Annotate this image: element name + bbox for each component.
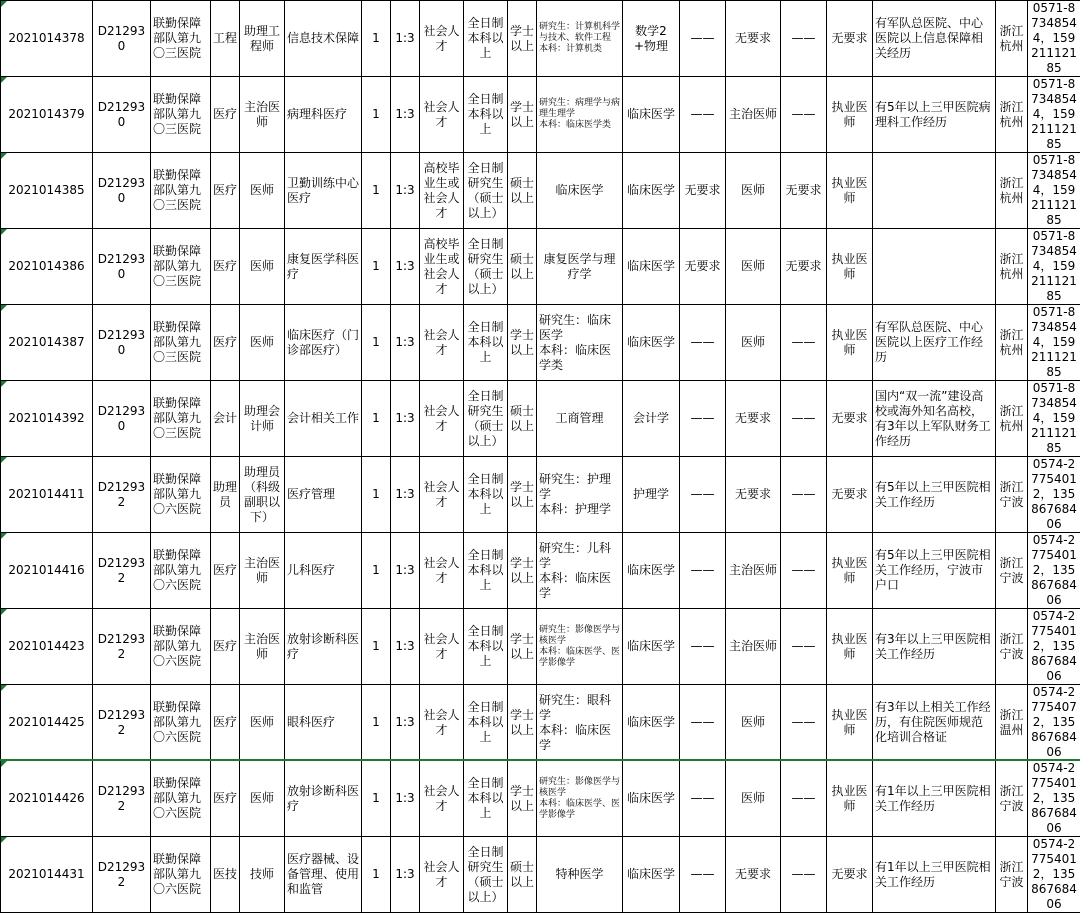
exam-subject-cell: 会计学 (623, 381, 680, 457)
ratio-cell: 1:3 (391, 381, 420, 457)
degree-cell: 学士以上 (508, 457, 537, 533)
ratio-cell: 1:3 (391, 609, 420, 685)
headcount-cell: 1 (362, 761, 391, 837)
table-row (1, 457, 1080, 533)
other-requirement-cell: 有1年以上三甲医院相关工作经历 (873, 761, 996, 837)
major-cell: 研究生：儿科学 本科：临床医学 (537, 533, 623, 609)
source-cell: 社会人才 (420, 609, 464, 685)
title-requirement-cell: 医师 (726, 229, 781, 305)
headcount-cell: 1 (362, 685, 391, 761)
category-cell: 医疗 (211, 609, 240, 685)
education-cell: 全日制本科以上 (464, 533, 508, 609)
ratio-cell: 1:3 (391, 153, 420, 229)
title-requirement-cell: 医师 (726, 153, 781, 229)
unit-cell: 联勤保障部队第九〇六医院 (151, 609, 211, 685)
category-cell: 医疗 (211, 305, 240, 381)
major-cell: 康复医学与理疗学 (537, 229, 623, 305)
requirement-cell: —— (680, 685, 726, 761)
duty-cell: 信息技术保障 (285, 1, 362, 77)
requirement-cell: —— (781, 609, 827, 685)
contact-phone-cell: 0574-27754012，13586768406 (1028, 609, 1080, 685)
other-requirement-cell: 有军队总医院、中心医院以上信息保障相关经历 (873, 1, 996, 77)
department-code-cell: D212932 (93, 685, 151, 761)
education-cell: 全日制本科以上 (464, 305, 508, 381)
position-cell: 医师 (240, 153, 285, 229)
location-cell: 浙江杭州 (996, 305, 1028, 381)
requirement-cell: —— (680, 837, 726, 913)
position-cell: 医师 (240, 761, 285, 837)
title-requirement-cell: 医师 (726, 305, 781, 381)
license-requirement-cell: 执业医师 (827, 533, 873, 609)
headcount-cell: 1 (362, 77, 391, 153)
license-requirement-cell: 无要求 (827, 837, 873, 913)
category-cell: 助理员 (211, 457, 240, 533)
requirement-cell: —— (680, 381, 726, 457)
title-requirement-cell: 主治医师 (726, 609, 781, 685)
requirement-cell: —— (680, 609, 726, 685)
title-requirement-cell: 无要求 (726, 457, 781, 533)
title-requirement-cell: 无要求 (726, 1, 781, 77)
exam-subject-cell: 临床医学 (623, 761, 680, 837)
license-requirement-cell: 执业医师 (827, 77, 873, 153)
major-cell: 研究生：临床医学 本科：临床医学类 (537, 305, 623, 381)
education-cell: 全日制研究生（硕士以上） (464, 229, 508, 305)
license-requirement-cell: 无要求 (827, 457, 873, 533)
requirement-cell: —— (781, 533, 827, 609)
position-cell: 医师 (240, 229, 285, 305)
position-code-cell: 2021014386 (1, 229, 93, 305)
table-row (1, 229, 1080, 305)
major-cell: 工商管理 (537, 381, 623, 457)
degree-cell: 硕士以上 (508, 381, 537, 457)
category-cell: 医疗 (211, 77, 240, 153)
position-code-cell: 2021014411 (1, 457, 93, 533)
location-cell: 浙江杭州 (996, 381, 1028, 457)
requirement-cell: —— (781, 305, 827, 381)
degree-cell: 学士以上 (508, 1, 537, 77)
ratio-cell: 1:3 (391, 305, 420, 381)
category-cell: 医技 (211, 837, 240, 913)
contact-phone-cell: 0571-87348544，15921112185 (1028, 77, 1080, 153)
education-cell: 全日制本科以上 (464, 609, 508, 685)
unit-cell: 联勤保障部队第九〇三医院 (151, 77, 211, 153)
location-cell: 浙江温州 (996, 685, 1028, 761)
position-code-cell: 2021014385 (1, 153, 93, 229)
department-code-cell: D212930 (93, 153, 151, 229)
department-code-cell: D212930 (93, 229, 151, 305)
contact-phone-cell: 0571-87348544，15921112185 (1028, 153, 1080, 229)
unit-cell: 联勤保障部队第九〇三医院 (151, 305, 211, 381)
exam-subject-cell: 临床医学 (623, 229, 680, 305)
exam-subject-cell: 临床医学 (623, 153, 680, 229)
position-code-cell: 2021014387 (1, 305, 93, 381)
duty-cell: 儿科医疗 (285, 533, 362, 609)
source-cell: 社会人才 (420, 77, 464, 153)
other-requirement-cell: 有5年以上三甲医院病理科工作经历 (873, 77, 996, 153)
contact-phone-cell: 0574-27754012，13586768406 (1028, 533, 1080, 609)
table-row (1, 381, 1080, 457)
headcount-cell: 1 (362, 457, 391, 533)
education-cell: 全日制研究生（硕士以上） (464, 381, 508, 457)
headcount-cell: 1 (362, 837, 391, 913)
position-code-cell: 2021014431 (1, 837, 93, 913)
license-requirement-cell: 执业医师 (827, 609, 873, 685)
position-code-cell: 2021014423 (1, 609, 93, 685)
unit-cell: 联勤保障部队第九〇六医院 (151, 685, 211, 761)
source-cell: 社会人才 (420, 685, 464, 761)
requirement-cell: —— (680, 533, 726, 609)
license-requirement-cell: 执业医师 (827, 229, 873, 305)
table-row (1, 305, 1080, 381)
ratio-cell: 1:3 (391, 457, 420, 533)
requirement-cell: —— (680, 77, 726, 153)
contact-phone-cell: 0574-27754012，13586768406 (1028, 837, 1080, 913)
location-cell: 浙江宁波 (996, 761, 1028, 837)
location-cell: 浙江杭州 (996, 1, 1028, 77)
license-requirement-cell: 无要求 (827, 381, 873, 457)
requirement-cell: —— (781, 381, 827, 457)
title-requirement-cell: 医师 (726, 685, 781, 761)
table-row (1, 761, 1080, 837)
requirement-cell: —— (680, 1, 726, 77)
location-cell: 浙江杭州 (996, 77, 1028, 153)
category-cell: 医疗 (211, 533, 240, 609)
education-cell: 全日制本科以上 (464, 685, 508, 761)
source-cell: 社会人才 (420, 457, 464, 533)
ratio-cell: 1:3 (391, 77, 420, 153)
contact-phone-cell: 0571-87348544，15921112185 (1028, 229, 1080, 305)
education-cell: 全日制本科以上 (464, 77, 508, 153)
major-cell: 研究生：病理学与病理生理学 本科：临床医学类 (537, 77, 623, 153)
contact-phone-cell: 0574-27754012，13586768406 (1028, 761, 1080, 837)
position-cell: 助理会计师 (240, 381, 285, 457)
unit-cell: 联勤保障部队第九〇六医院 (151, 457, 211, 533)
headcount-cell: 1 (362, 381, 391, 457)
degree-cell: 硕士以上 (508, 229, 537, 305)
major-cell: 研究生：影像医学与核医学 本科：临床医学、医学影像学 (537, 609, 623, 685)
license-requirement-cell: 执业医师 (827, 685, 873, 761)
exam-subject-cell: 护理学 (623, 457, 680, 533)
location-cell: 浙江宁波 (996, 609, 1028, 685)
contact-phone-cell: 0574-27754072，13586768406 (1028, 685, 1080, 761)
source-cell: 社会人才 (420, 305, 464, 381)
duty-cell: 放射诊断科医疗 (285, 609, 362, 685)
duty-cell: 病理科医疗 (285, 77, 362, 153)
education-cell: 全日制本科以上 (464, 761, 508, 837)
duty-cell: 临床医疗（门诊部医疗） (285, 305, 362, 381)
license-requirement-cell: 执业医师 (827, 305, 873, 381)
requirement-cell: 无要求 (781, 229, 827, 305)
other-requirement-cell (873, 229, 996, 305)
table-row (1, 1, 1080, 77)
category-cell: 会计 (211, 381, 240, 457)
source-cell: 社会人才 (420, 761, 464, 837)
major-cell: 研究生：影像医学与核医学 本科：临床医学、医学影像学 (537, 761, 623, 837)
location-cell: 浙江杭州 (996, 229, 1028, 305)
department-code-cell: D212932 (93, 761, 151, 837)
ratio-cell: 1:3 (391, 229, 420, 305)
contact-phone-cell: 0574-27754012，13586768406 (1028, 457, 1080, 533)
headcount-cell: 1 (362, 305, 391, 381)
unit-cell: 联勤保障部队第九〇六医院 (151, 761, 211, 837)
major-cell: 研究生：计算机科学与技术、软件工程 本科：计算机类 (537, 1, 623, 77)
unit-cell: 联勤保障部队第九〇三医院 (151, 1, 211, 77)
degree-cell: 学士以上 (508, 77, 537, 153)
location-cell: 浙江宁波 (996, 457, 1028, 533)
source-cell: 高校毕业生或社会人才 (420, 153, 464, 229)
other-requirement-cell: 有军队总医院、中心医院以上医疗工作经历 (873, 305, 996, 381)
unit-cell: 联勤保障部队第九〇六医院 (151, 533, 211, 609)
license-requirement-cell: 执业医师 (827, 153, 873, 229)
ratio-cell: 1:3 (391, 685, 420, 761)
contact-phone-cell: 0571-87348544，15921112185 (1028, 1, 1080, 77)
department-code-cell: D212932 (93, 609, 151, 685)
education-cell: 全日制本科以上 (464, 457, 508, 533)
major-cell: 临床医学 (537, 153, 623, 229)
department-code-cell: D212932 (93, 533, 151, 609)
unit-cell: 联勤保障部队第九〇三医院 (151, 153, 211, 229)
position-code-cell: 2021014378 (1, 1, 93, 77)
duty-cell: 医疗管理 (285, 457, 362, 533)
position-code-cell: 2021014425 (1, 685, 93, 761)
title-requirement-cell: 主治医师 (726, 77, 781, 153)
other-requirement-cell: 国内“双一流”建设高校或海外知名高校，有3年以上军队财务工作经历 (873, 381, 996, 457)
source-cell: 社会人才 (420, 1, 464, 77)
major-cell: 特种医学 (537, 837, 623, 913)
requirement-cell: —— (680, 761, 726, 837)
department-code-cell: D212932 (93, 837, 151, 913)
headcount-cell: 1 (362, 1, 391, 77)
duty-cell: 医疗器械、设备管理、使用和监管 (285, 837, 362, 913)
table-row (1, 153, 1080, 229)
exam-subject-cell: 临床医学 (623, 305, 680, 381)
table-row (1, 533, 1080, 609)
table-row (1, 609, 1080, 685)
education-cell: 全日制研究生（硕士以上） (464, 153, 508, 229)
degree-cell: 硕士以上 (508, 837, 537, 913)
other-requirement-cell (873, 153, 996, 229)
duty-cell: 眼科医疗 (285, 685, 362, 761)
source-cell: 社会人才 (420, 837, 464, 913)
requirement-cell: —— (781, 457, 827, 533)
category-cell: 工程 (211, 1, 240, 77)
position-cell: 主治医师 (240, 609, 285, 685)
major-cell: 研究生：护理学 本科：护理学 (537, 457, 623, 533)
education-cell: 全日制本科以上 (464, 1, 508, 77)
ratio-cell: 1:3 (391, 761, 420, 837)
exam-subject-cell: 临床医学 (623, 837, 680, 913)
location-cell: 浙江宁波 (996, 837, 1028, 913)
table-row (1, 77, 1080, 153)
degree-cell: 学士以上 (508, 685, 537, 761)
position-cell: 主治医师 (240, 533, 285, 609)
unit-cell: 联勤保障部队第九〇六医院 (151, 837, 211, 913)
location-cell: 浙江宁波 (996, 533, 1028, 609)
requirement-cell: —— (680, 457, 726, 533)
degree-cell: 硕士以上 (508, 153, 537, 229)
other-requirement-cell: 有3年以上三甲医院相关工作经历 (873, 609, 996, 685)
major-cell: 研究生：眼科学 本科：临床医学 (537, 685, 623, 761)
contact-phone-cell: 0571-87348544，15921112185 (1028, 305, 1080, 381)
requirement-cell: —— (781, 1, 827, 77)
department-code-cell: D212932 (93, 457, 151, 533)
exam-subject-cell: 临床医学 (623, 533, 680, 609)
degree-cell: 学士以上 (508, 609, 537, 685)
position-cell: 医师 (240, 685, 285, 761)
ratio-cell: 1:3 (391, 1, 420, 77)
exam-subject-cell: 数学2+物理 (623, 1, 680, 77)
category-cell: 医疗 (211, 229, 240, 305)
license-requirement-cell: 无要求 (827, 1, 873, 77)
position-cell: 技师 (240, 837, 285, 913)
position-code-cell: 2021014416 (1, 533, 93, 609)
exam-subject-cell: 临床医学 (623, 685, 680, 761)
requirement-cell: —— (781, 77, 827, 153)
category-cell: 医疗 (211, 685, 240, 761)
position-cell: 助理工程师 (240, 1, 285, 77)
department-code-cell: D212930 (93, 1, 151, 77)
position-code-cell: 2021014392 (1, 381, 93, 457)
position-code-cell: 2021014379 (1, 77, 93, 153)
degree-cell: 学士以上 (508, 305, 537, 381)
contact-phone-cell: 0571-87348544，15921112185 (1028, 381, 1080, 457)
ratio-cell: 1:3 (391, 837, 420, 913)
source-cell: 社会人才 (420, 381, 464, 457)
duty-cell: 康复医学科医疗 (285, 229, 362, 305)
duty-cell: 放射诊断科医疗 (285, 761, 362, 837)
position-code-cell: 2021014426 (1, 761, 93, 837)
other-requirement-cell: 有5年以上三甲医院相关工作经历 (873, 457, 996, 533)
table-row (1, 837, 1080, 913)
department-code-cell: D212930 (93, 381, 151, 457)
duty-cell: 会计相关工作 (285, 381, 362, 457)
headcount-cell: 1 (362, 153, 391, 229)
requirement-cell: —— (680, 305, 726, 381)
category-cell: 医疗 (211, 761, 240, 837)
requirement-cell: —— (781, 837, 827, 913)
position-cell: 医师 (240, 305, 285, 381)
source-cell: 高校毕业生或社会人才 (420, 229, 464, 305)
education-cell: 全日制研究生（硕士以上） (464, 837, 508, 913)
requirement-cell: 无要求 (781, 153, 827, 229)
requirement-cell: —— (781, 761, 827, 837)
requirement-cell: —— (781, 685, 827, 761)
headcount-cell: 1 (362, 609, 391, 685)
other-requirement-cell: 有5年以上三甲医院相关工作经历，宁波市户口 (873, 533, 996, 609)
position-cell: 助理员（科级副职以下） (240, 457, 285, 533)
degree-cell: 学士以上 (508, 533, 537, 609)
table-row (1, 685, 1080, 761)
other-requirement-cell: 有3年以上相关工作经历，有住院医师规范化培训合格证 (873, 685, 996, 761)
department-code-cell: D212930 (93, 77, 151, 153)
source-cell: 社会人才 (420, 533, 464, 609)
requirement-cell: 无要求 (680, 229, 726, 305)
location-cell: 浙江杭州 (996, 153, 1028, 229)
department-code-cell: D212930 (93, 305, 151, 381)
title-requirement-cell: 无要求 (726, 381, 781, 457)
position-cell: 主治医师 (240, 77, 285, 153)
title-requirement-cell: 主治医师 (726, 533, 781, 609)
license-requirement-cell: 执业医师 (827, 761, 873, 837)
exam-subject-cell: 临床医学 (623, 609, 680, 685)
title-requirement-cell: 无要求 (726, 837, 781, 913)
title-requirement-cell: 医师 (726, 761, 781, 837)
exam-subject-cell: 临床医学 (623, 77, 680, 153)
other-requirement-cell: 有1年以上三甲医院相关工作经历 (873, 837, 996, 913)
degree-cell: 学士以上 (508, 761, 537, 837)
category-cell: 医疗 (211, 153, 240, 229)
headcount-cell: 1 (362, 229, 391, 305)
headcount-cell: 1 (362, 533, 391, 609)
unit-cell: 联勤保障部队第九〇三医院 (151, 381, 211, 457)
duty-cell: 卫勤训练中心医疗 (285, 153, 362, 229)
ratio-cell: 1:3 (391, 533, 420, 609)
unit-cell: 联勤保障部队第九〇三医院 (151, 229, 211, 305)
requirement-cell: 无要求 (680, 153, 726, 229)
